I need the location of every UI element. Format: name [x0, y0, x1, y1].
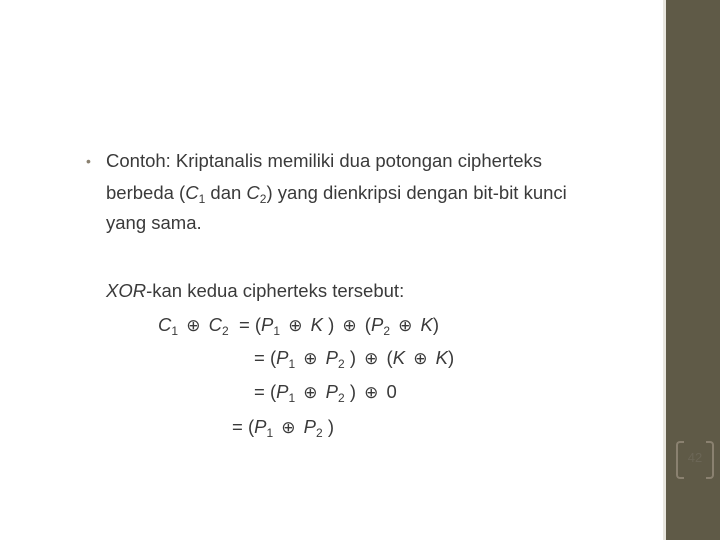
bullet-line-2: berbeda ($C_1$ dan $C_2$) yang dienkripsi dengan bit-bit kunci: [106, 182, 567, 206]
equation-line-3: = ($P_1$ ⊕ $P_2$ ) ⊕ 0: [254, 381, 397, 405]
equation-line-1: $C_1$ ⊕ $C_2 = (P_1$ ⊕ K ) ⊕ ($P_2$ ⊕ K): [158, 314, 440, 338]
xor-intro-line: XOR-kan kedua cipherteks tersebut:: [106, 280, 405, 301]
equation-line-2: = ($P_1$ ⊕ $P_2$ ) ⊕ (K ⊕ K): [254, 347, 455, 371]
page-number: 42: [687, 450, 703, 465]
equation-line-4: = ($P_1$ ⊕ $P_2$ ): [232, 416, 335, 440]
bullet-line-1: Contoh: Kriptanalis memiliki dua potongan cipherteks: [106, 150, 543, 171]
page-number-badge: [676, 441, 714, 477]
bullet-line-3: yang sama.: [106, 212, 202, 233]
bullet-icon: •: [86, 153, 91, 169]
